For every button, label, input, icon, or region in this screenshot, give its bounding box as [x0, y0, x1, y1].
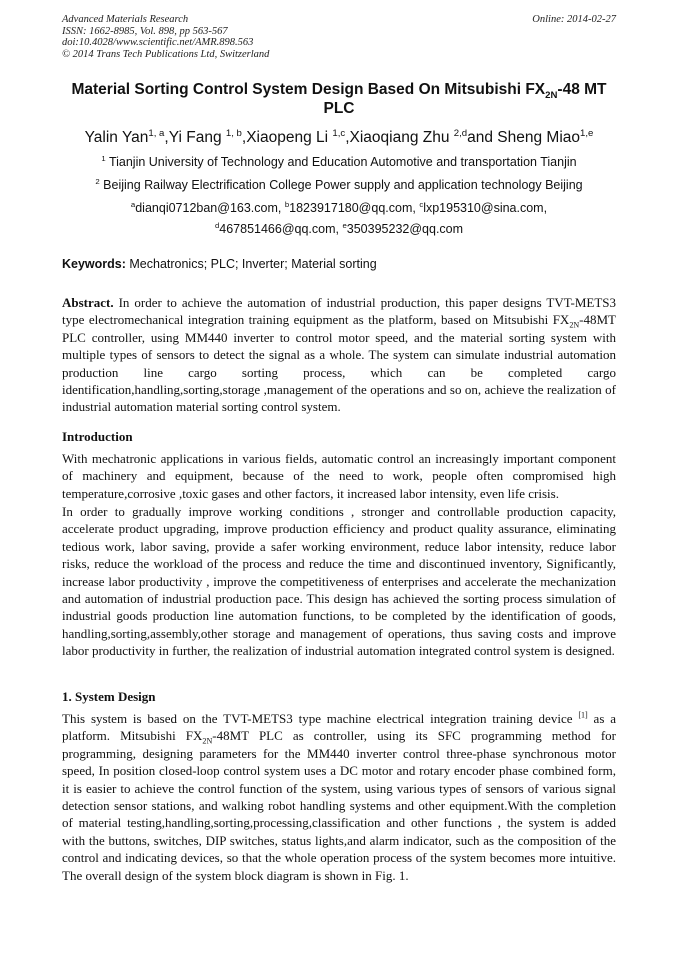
affiliation-number: 1 — [101, 153, 106, 163]
email-address[interactable]: lxp195310@sina.com, — [423, 201, 548, 215]
journal-name: Advanced Materials Research — [62, 14, 189, 25]
email-address[interactable]: 350395232@qq.com — [346, 222, 464, 236]
affiliation-text: Tianjin University of Technology and Education Automotive and transportation Tianjin — [105, 155, 577, 169]
title-text-end: -48 MT PLC — [323, 81, 607, 117]
author-separator: , — [345, 129, 350, 146]
journal-header — [62, 14, 616, 60]
author-name: Yalin Yan — [84, 129, 149, 146]
abstract-text-end: -48MT PLC controller, using MM440 inverter to control motor speed, and the material sorting system with multiple types of sensors to detect the signal as a whole. The system can simulate industrial automation production line cargo sorting process, which can be completed cargo identification,handling,sorting,storage ,management of the operations and so on, achieve the realization of industrial automation material sorting control system. — [62, 312, 616, 415]
online-date: Online: 2014-02-27 — [532, 14, 616, 25]
email-address[interactable]: dianqi0712ban@163.com, — [135, 201, 285, 215]
author-name: Xiaopeng Li — [246, 129, 333, 146]
abstract-text: In order to achieve the automation of industrial production, this paper designs TVT-METS3 type electromechanical integration training equipment as the platform, based on Mitsubishi FX — [62, 295, 616, 328]
paragraph-text: This system is based on the TVT-METS3 type machine electrical integration training device — [62, 711, 579, 726]
email-mark: d — [214, 220, 220, 230]
introduction-heading: Introduction — [62, 429, 133, 444]
paper-title — [62, 80, 616, 118]
introduction-paragraph-1: With mechatronic applications in various fields, automatic control an increasingly important component of machinery and equipment, because of the need to work, people often compromised high temperature,corrosive ,toxic gases and other factors, it increased labor intensity, even life crisis. — [62, 451, 616, 501]
abstract-paragraph — [62, 294, 616, 416]
author-list — [40, 128, 638, 148]
abstract-label: Abstract. — [62, 295, 114, 310]
affiliation-2 — [40, 177, 638, 193]
affiliation-text: Beijing Railway Electrification College Power supply and application technology Beijing — [99, 178, 583, 192]
keywords-text: Mechatronics; PLC; Inverter; Material sorting — [125, 257, 377, 271]
doi-line: doi:10.4028/www.scientific.net/AMR.898.563 — [62, 37, 254, 48]
author-name: Xiaoqiang Zhu — [349, 129, 454, 146]
paragraph-text: -48MT PLC as controller, using its SFC programming method for programming, designing parameters for the MM440 inverter control three-phase synchronous motor speed, In position closed-loop control system uses a DC motor and rotary encoder phase combined form, it is easier to achieve the control function of the system, using various types of sensors of various signal detection sensor stations, and walking robot handling systems and other equipment.With the completion of material testing,handling,sorting,processing,classification and other functions , the system is added with the buttons, switches, DIP switches, status lights,and alarm indicator, such as the composition of the control and indicating devices, so that the whole operation process of the system becomes more intuitive. The overall design of the system block diagram is shown in Fig. 1. — [62, 728, 616, 883]
paragraph-text: as a platform. Mitsubishi FX — [62, 711, 616, 744]
email-mark: e — [342, 220, 347, 230]
email-mark: b — [284, 199, 290, 209]
copyright-line: © 2014 Trans Tech Publications Ltd, Switzerland — [62, 48, 270, 60]
abstract-subscript: 2N — [569, 321, 580, 330]
author-separator: , — [241, 129, 247, 146]
author-mark: 1,e — [580, 127, 594, 139]
email-mark: c — [419, 199, 424, 209]
title-text: Material Sorting Control System Design Based On Mitsubishi FX — [71, 81, 546, 98]
keywords-label: Keywords: — [62, 257, 126, 271]
email-line-2 — [40, 221, 638, 237]
section-heading-system-design: 1. System Design — [62, 689, 156, 704]
citation-reference[interactable]: [1] — [578, 710, 588, 720]
author-mark: 1, b — [225, 127, 242, 139]
affiliation-number: 2 — [95, 176, 100, 186]
introduction-paragraph-2: In order to gradually improve working conditions , stronger and controllable production capacity, accelerate product upgrading, improve production efficiency and product quality assurance, eliminating tedious work, labor saving, provide a safer working environment, reduce labor intensity, reduce labor risks, reduce the workload of the process and reduce the time and discontinued inventory, Significantly, increase labor productivity , improve the competitiveness of enterprises and accelerate the mechanization and automation of industrial production pace. This design has achieved the sorting process simulation of industrial goods production line automation functions, to be completed by the identification of goods, handling,sorting,assembly,other storage and management of operations, thus saving costs and improve labor productivity in further, the realization of industrial automation integrated control system is designed. — [62, 504, 616, 659]
email-address[interactable]: 1823917180@qq.com, — [289, 201, 420, 215]
paragraph-subscript: 2N — [202, 737, 213, 746]
issn-line: ISSN: 1662-8985, Vol. 898, pp 563-567 — [62, 25, 228, 37]
keywords-line — [62, 256, 616, 272]
title-subscript: 2N — [545, 90, 558, 102]
author-mark: 1, a — [148, 127, 165, 139]
author-separator: , — [164, 129, 169, 146]
email-address[interactable]: 467851466@qq.com, — [219, 222, 343, 236]
author-name: and Sheng Miao — [467, 129, 581, 146]
email-line-1 — [40, 200, 638, 216]
author-mark: 2,d — [453, 127, 468, 139]
email-mark: a — [130, 199, 136, 209]
affiliation-1 — [40, 154, 638, 170]
author-mark: 1,c — [332, 127, 346, 139]
system-design-paragraph — [62, 710, 616, 884]
author-name: Yi Fang — [168, 129, 226, 146]
